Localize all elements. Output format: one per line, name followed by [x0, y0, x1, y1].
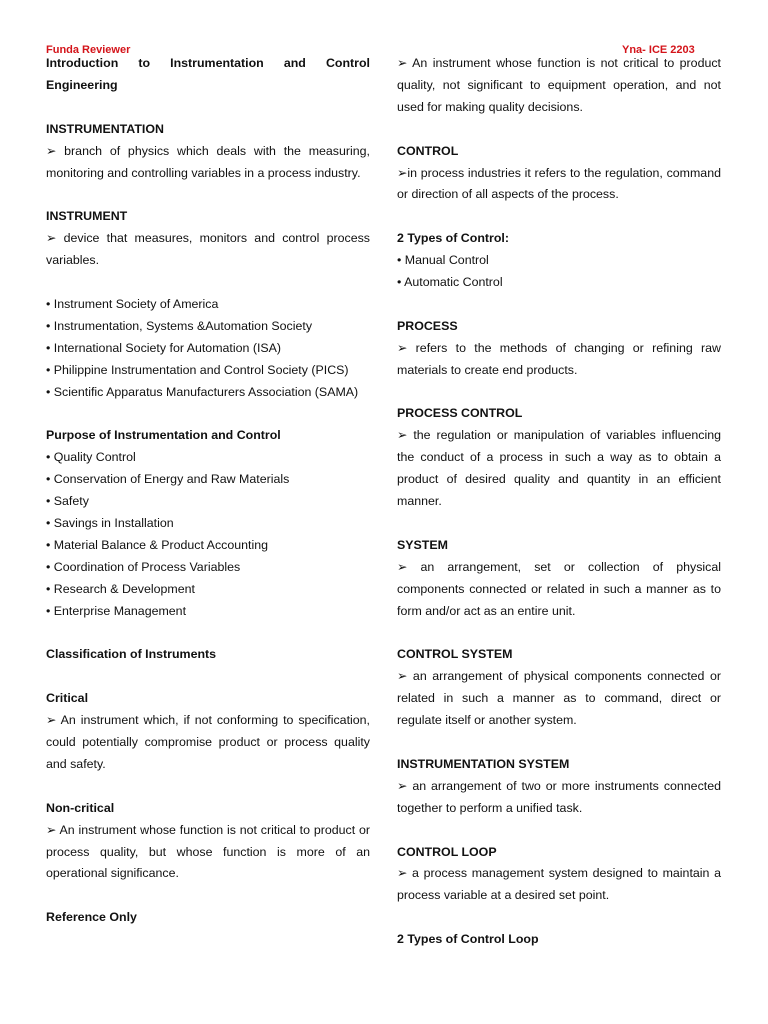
- instrument-heading: INSTRUMENT: [46, 209, 128, 224]
- purpose-item: • Savings in Installation: [46, 515, 174, 530]
- classification-heading: Classification of Instruments: [46, 647, 217, 662]
- system-heading: SYSTEM: [397, 537, 448, 552]
- noncritical-definition: ➢ An instrument whose function is not critical to product or process quality, but whose function is more of an operational significance.: [46, 822, 370, 881]
- instrumentation-system-heading: INSTRUMENTATION SYSTEM: [397, 756, 570, 771]
- instrument-definition: ➢ device that measures, monitors and control process variables.: [46, 231, 370, 268]
- header-right-code: Yna- ICE 2203: [622, 44, 695, 56]
- critical-heading: Critical: [46, 691, 89, 706]
- purpose-item: • Coordination of Process Variables: [46, 559, 241, 574]
- control-heading: CONTROL: [397, 143, 459, 158]
- purpose-item: • Material Balance & Product Accounting: [46, 537, 268, 552]
- purpose-item: • Research & Development: [46, 581, 195, 596]
- right-column: [397, 53, 721, 951]
- system-definition: ➢ an arrangement, set or collection of physical components connected or related in such a manner as to form and/or act as an entire unit.: [397, 559, 721, 618]
- process-heading: PROCESS: [397, 318, 458, 333]
- left-column: [46, 53, 370, 929]
- purpose-heading: Purpose of Instrumentation and Control: [46, 428, 281, 443]
- instrumentation-system-definition: ➢ an arrangement of two or more instruments connected together to perform a unified task.: [397, 778, 721, 815]
- control-loop-heading: CONTROL LOOP: [397, 844, 497, 859]
- noncritical-heading: Non-critical: [46, 800, 115, 815]
- reference-definition: ➢ An instrument whose function is not critical to product quality, not significant to equipment operation, and not used for making quality decisions.: [397, 56, 721, 114]
- control-system-heading: CONTROL SYSTEM: [397, 647, 513, 662]
- society-item: • Philippine Instrumentation and Control Society (PICS): [46, 362, 349, 377]
- types-control-heading: 2 Types of Control:: [397, 231, 509, 246]
- society-item: • Scientific Apparatus Manufacturers Association (SAMA): [46, 384, 359, 399]
- instrumentation-definition: ➢ branch of physics which deals with the measuring, monitoring and controlling variables in a process industry.: [46, 143, 370, 180]
- society-item: • International Society for Automation (ISA): [46, 340, 282, 355]
- instrumentation-heading: INSTRUMENTATION: [46, 121, 164, 136]
- control-type-item: • Automatic Control: [397, 275, 503, 290]
- reference-heading: Reference Only: [46, 910, 137, 925]
- process-control-heading: PROCESS CONTROL: [397, 406, 523, 421]
- critical-definition: ➢ An instrument which, if not conforming to specification, could potentially compromise product or process quality and safety.: [46, 713, 370, 771]
- types-control-loop-heading: 2 Types of Control Loop: [397, 932, 539, 947]
- society-item: • Instrumentation, Systems &Automation Society: [46, 318, 313, 333]
- process-control-definition: ➢ the regulation or manipulation of variables influencing the conduct of a process in such a way as to obtain a product of desired quality and quantity in an efficient manner.: [397, 428, 721, 509]
- purpose-item: • Quality Control: [46, 450, 136, 465]
- control-type-item: • Manual Control: [397, 253, 489, 268]
- society-item: • Instrument Society of America: [46, 296, 219, 311]
- control-loop-definition: ➢ a process management system designed to maintain a process variable at a desired set point.: [397, 866, 721, 903]
- document-title: Introduction to Instrumentation and Control Engineering: [46, 56, 370, 92]
- process-definition: ➢ refers to the methods of changing or refining raw materials to create end products.: [397, 340, 721, 377]
- header-left-title: Funda Reviewer: [46, 44, 131, 56]
- purpose-item: • Safety: [46, 494, 89, 509]
- control-system-definition: ➢ an arrangement of physical components connected or related in such a manner as to command, direct or regulate itself or another system.: [397, 669, 721, 728]
- purpose-item: • Enterprise Management: [46, 603, 187, 618]
- purpose-item: • Conservation of Energy and Raw Materials: [46, 472, 290, 487]
- control-definition: ➢in process industries it refers to the regulation, command or direction of all aspects of the process.: [397, 165, 721, 202]
